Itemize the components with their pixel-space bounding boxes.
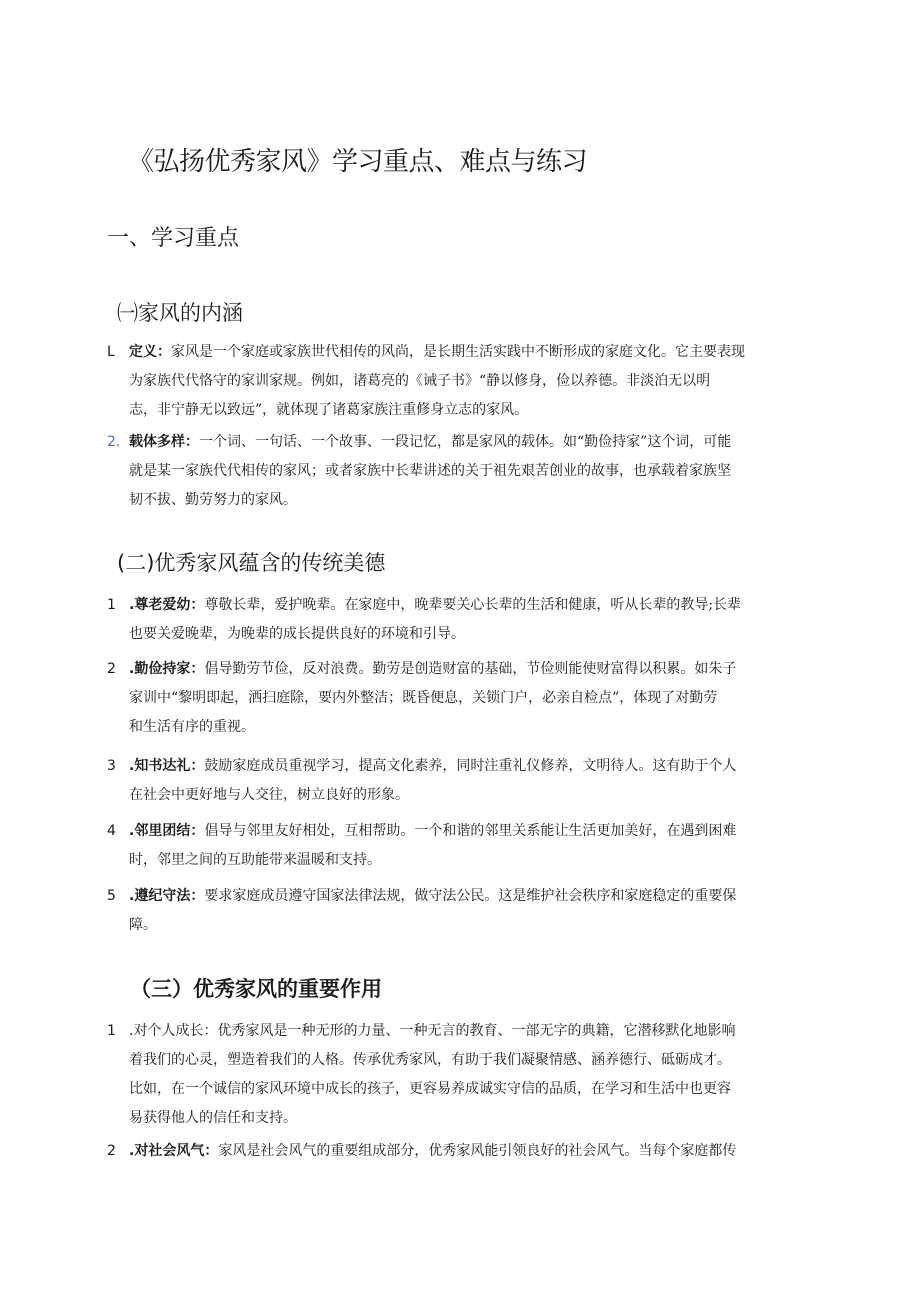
item-term: .尊老爱幼： bbox=[129, 597, 205, 613]
list-item bbox=[107, 428, 807, 515]
item-lead: .对个人成长： bbox=[129, 1023, 218, 1039]
item-text: 要求家庭成员遵守国家法律法规，做守法公民。这是维护社会秩序和家庭稳定的重要保 bbox=[204, 888, 737, 904]
item-term: .遵纪守法： bbox=[129, 888, 205, 904]
item-number: 5 bbox=[107, 888, 116, 904]
item-text: 易获得他人的信任和支持。 bbox=[129, 1110, 297, 1126]
list-item bbox=[107, 752, 807, 810]
item-number: 2. bbox=[107, 434, 121, 450]
item-text: 家风是一个家庭或家族世代相传的风尚，是长期生活实践中不断形成的家庭文化。它主要表现 bbox=[171, 344, 745, 360]
item-text: 韧不拔、勤劳努力的家风。 bbox=[129, 492, 297, 508]
item-text: 就是某一家族代代相传的家风；或者家族中长辈讲述的关于祖先艰苦创业的故事，也承载着家族坚 bbox=[129, 463, 731, 479]
item-text: 倡导勤劳节俭，反对浪费。勤劳是创造财富的基础，节俭则能使财富得以积累。如朱子 bbox=[204, 661, 737, 677]
item-number: 2 bbox=[107, 661, 116, 677]
item-term: .勤俭持家： bbox=[129, 661, 205, 677]
list-item bbox=[107, 338, 807, 425]
list-item bbox=[107, 655, 807, 742]
item-text: 比如，在一个诚信的家风环境中成长的孩子，更容易养成诚实守信的品质，在学习和生活中也更容 bbox=[129, 1081, 731, 1097]
list-item bbox=[107, 817, 807, 875]
item-text: 家训中“黎明即起，洒扫庭除，要内外整洁；既昏便息，关锁门户，必亲自检点”，体现了对勤劳 bbox=[129, 690, 718, 706]
item-term: .邻里团结： bbox=[129, 823, 205, 839]
list-item bbox=[107, 882, 807, 940]
item-text: 也要关爱晚辈，为晚辈的成长提供良好的环境和引导。 bbox=[129, 626, 465, 642]
item-term: .知书达礼： bbox=[129, 758, 205, 774]
item-text: 鼓励家庭成员重视学习，提高文化素养，同时注重礼仪修养，文明待人。这有助于个人 bbox=[204, 758, 737, 774]
subsection-heading-important-role: （三）优秀家风的重要作用 bbox=[130, 977, 382, 1001]
item-text: 一个词、一句话、一个故事、一段记忆，都是家风的载体。如“勤俭持家”这个词，可能 bbox=[199, 434, 732, 450]
item-text: 和生活有序的重视。 bbox=[129, 719, 255, 735]
section-heading-key-points: 一、学习重点 bbox=[107, 226, 240, 251]
item-text: 在社会中更好地与人交往，树立良好的形象。 bbox=[129, 787, 409, 803]
item-text: 志，非宁静无以致远”，就体现了诸葛家族注重修身立志的家风。 bbox=[129, 402, 529, 418]
item-text: 家风是社会风气的重要组成部分，优秀家风能引领良好的社会风气。当每个家庭都传 bbox=[218, 1143, 737, 1159]
item-text: 尊敬长辈，爱护晚辈。在家庭中，晚辈要关心长辈的生活和健康，听从长辈的教导;长辈 bbox=[204, 597, 742, 613]
subsection-heading-family-tradition-meaning: ㈠家风的内涵 bbox=[117, 301, 243, 325]
item-number: 2 bbox=[107, 1143, 116, 1159]
item-text: 着我们的心灵，塑造着我们的人格。传承优秀家风，有助于我们凝聚情感、涵养德行、砥砺成才。 bbox=[129, 1052, 731, 1068]
item-number: 1 bbox=[107, 1023, 116, 1039]
subsection-heading-traditional-virtues: (二)优秀家风蕴含的传统美德 bbox=[117, 551, 386, 575]
item-term: .对社会风气： bbox=[129, 1143, 219, 1159]
list-item bbox=[107, 1017, 807, 1133]
item-term: 定义： bbox=[129, 344, 171, 360]
item-text: 障。 bbox=[129, 917, 157, 933]
item-text: 优秀家风是一种无形的力量、一种无言的教育、一部无字的典籍，它潜移默化地影响 bbox=[217, 1023, 736, 1039]
item-term: 载体多样： bbox=[129, 434, 199, 450]
item-text: 倡导与邻里友好相处，互相帮助。一个和谐的邻里关系能让生活更加美好，在遇到困难 bbox=[204, 823, 737, 839]
document-title: 《弘扬优秀家风》学习重点、难点与练习 bbox=[128, 147, 588, 177]
list-item bbox=[107, 1137, 807, 1166]
list-item bbox=[107, 591, 807, 649]
item-number: L bbox=[107, 344, 115, 360]
item-text: 时，邻里之间的互助能带来温暖和支持。 bbox=[129, 852, 381, 868]
item-text: 为家族代代恪守的家训家规。例如，诸葛亮的《诫子书》“静以修身，俭以养德。非淡泊无以明 bbox=[129, 373, 711, 389]
item-number: 4 bbox=[107, 823, 116, 839]
item-number: 3 bbox=[107, 758, 116, 774]
item-number: 1 bbox=[107, 597, 116, 613]
